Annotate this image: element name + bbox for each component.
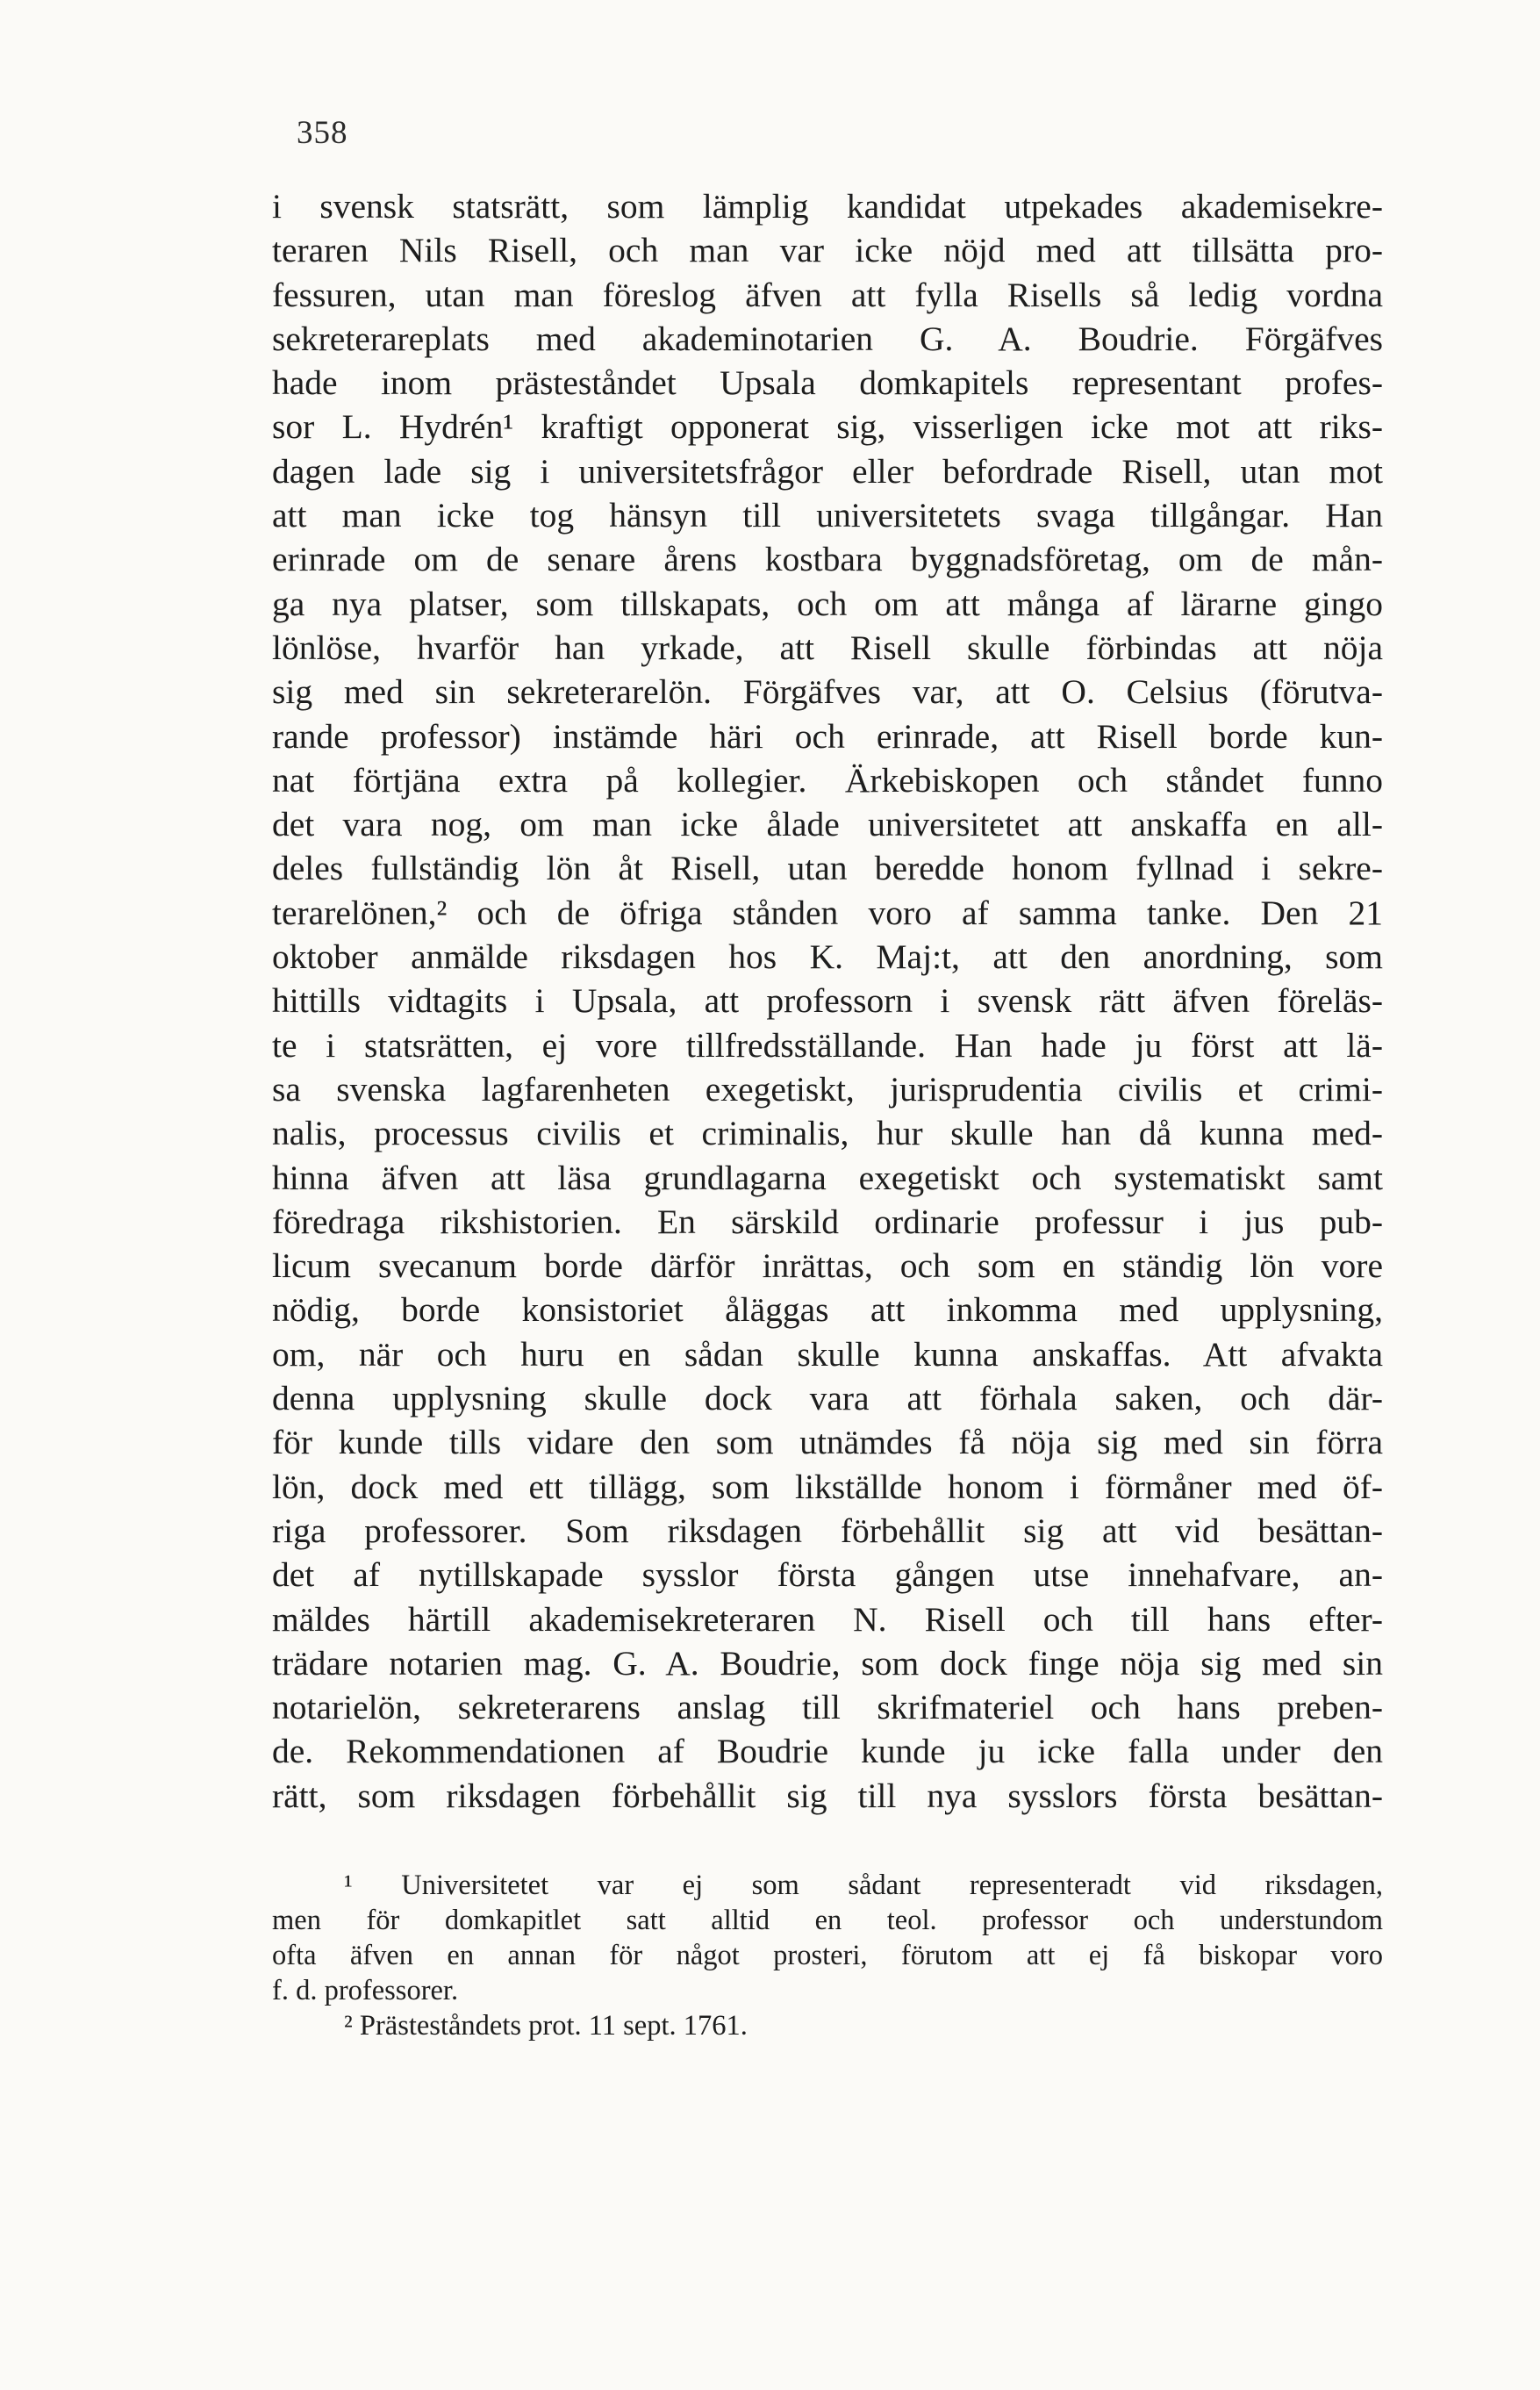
body-line: hade inom prästeståndet Upsala domkapitels representant profes- [272,363,1383,403]
body-line: nat förtjäna extra på kollegier. Ärkebiskopen och ståndet funno [272,760,1383,800]
body-line: te i statsrätten, ej vore tillfredsställande. Han hade ju först att lä- [272,1025,1383,1065]
body-line: det vara nog, om man icke ålade universitetet att anskaffa en all- [272,805,1383,844]
body-line: sekreterareplats med akademinotarien G. A. Boudrie. Förgäfves [272,319,1383,358]
body-line: denna upplysning skulle dock vara att förhala saken, och där- [272,1379,1383,1418]
body-line: notarielön, sekreterarens anslag till skrifmateriel och hans preben- [272,1688,1383,1727]
body-line: nödig, borde konsistoriet åläggas att inkomma med upplysning, [272,1290,1383,1330]
footnote-line: f. d. professorer. [272,1975,459,2006]
footnote-line: ofta äfven en annan för något prosteri, förutom att ej få biskopar voro [272,1940,1383,1971]
footnote-line: men för domkapitlet satt alltid en teol. professor och understundom [272,1905,1383,1936]
body-line: trädare notarien mag. G. A. Boudrie, som dock finge nöja sig med sin [272,1643,1383,1683]
body-line: om, när och huru en sådan skulle kunna anskaffas. Att afvakta [272,1334,1383,1374]
body-line: att man icke tog hänsyn till universitetets svaga tillgångar. Han [272,496,1383,535]
footnote-line: ¹ Universitetet var ej som sådant representeradt vid riksdagen, [344,1870,1383,1901]
body-line: sig med sin sekreterarelön. Förgäfves var, att O. Celsius (förutva- [272,672,1383,712]
body-line: hinna äfven att läsa grundlagarna exegetiskt och systematiskt samt [272,1158,1383,1197]
body-line: hittills vidtagits i Upsala, att professorn i svensk rätt äfven föreläs- [272,981,1383,1021]
body-line: föredraga rikshistorien. En särskild ordinarie professur i jus pub- [272,1202,1383,1241]
body-line: det af nytillskapade sysslor första gången utse innehafvare, an- [272,1555,1383,1595]
body-line: fessuren, utan man föreslog äfven att fylla Risells så ledig vordna [272,275,1383,314]
body-line: lön, dock med ett tillägg, som likställde honom i förmåner med öf- [272,1467,1383,1506]
body-text [272,184,1383,1818]
body-line: rande professor) instämde häri och erinrade, att Risell borde kun- [272,716,1383,756]
body-line: sor L. Hydrén¹ kraftigt opponerat sig, visserligen icke mot att riks- [272,407,1383,447]
body-line: i svensk statsrätt, som lämplig kandidat utpekades akademisekre- [272,187,1383,226]
body-line: dagen lade sig i universitetsfrågor eller befordrade Risell, utan mot [272,451,1383,491]
body-line: rätt, som riksdagen förbehållit sig till nya sysslors första besättan- [272,1776,1383,1815]
body-line: licum svecanum borde därför inrättas, och som en ständig lön vore [272,1246,1383,1286]
body-line: riga professorer. Som riksdagen förbehållit sig att vid besättan- [272,1511,1383,1550]
body-line: lönlöse, hvarför han yrkade, att Risell skulle förbindas att nöja [272,628,1383,667]
body-line: erinrade om de senare årens kostbara byggnadsföretag, om de mån- [272,540,1383,579]
body-line: teraren Nils Risell, och man var icke nöjd med att tillsätta pro- [272,231,1383,270]
body-line: sa svenska lagfarenheten exegetiskt, jurisprudentia civilis et crimi- [272,1069,1383,1109]
body-line: ga nya platser, som tillskapats, och om att många af lärarne gingo [272,584,1383,623]
body-line: mäldes härtill akademisekreteraren N. Risell och till hans efter- [272,1599,1383,1639]
body-line: nalis, processus civilis et criminalis, hur skulle han då kunna med- [272,1114,1383,1153]
body-line: för kunde tills vidare den som utnämdes få nöja sig med sin förra [272,1423,1383,1462]
body-line: deles fullständig lön åt Risell, utan beredde honom fyllnad i sekre- [272,849,1383,888]
body-line: terarelönen,² och de öfriga stånden voro af samma tanke. Den 21 [272,893,1383,932]
footnotes [272,1868,1383,2043]
body-line: oktober anmälde riksdagen hos K. Maj:t, att den anordning, som [272,937,1383,977]
page-number: 358 [297,115,348,151]
body-line: de. Rekommendationen af Boudrie kunde ju icke falla under den [272,1732,1383,1771]
footnote-line: ² Prästeståndets prot. 11 sept. 1761. [344,2010,748,2042]
